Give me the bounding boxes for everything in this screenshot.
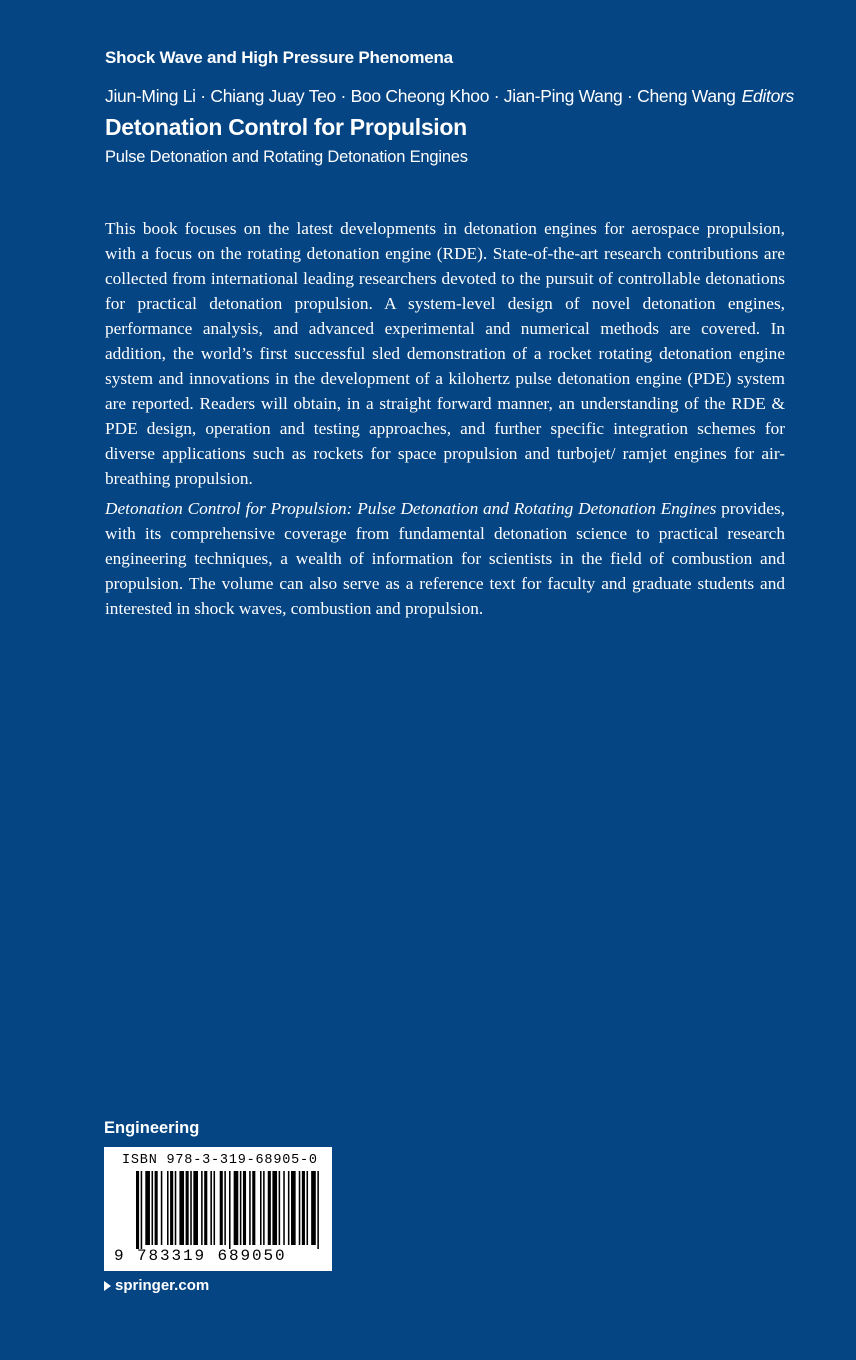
barcode-bar [161,1171,163,1245]
series-name: Shock Wave and High Pressure Phenomena [105,48,453,67]
barcode-bar [220,1171,223,1245]
authors-line [105,86,794,107]
barcode-bar [175,1171,177,1245]
isbn-barcode [104,1147,332,1271]
barcode-bar [272,1171,277,1245]
barcode-bar [214,1171,216,1245]
barcode-bar [229,1171,231,1249]
barcode-bar [152,1171,154,1245]
description-book-title: Detonation Control for Propulsion: Pulse Detonation and Rotating Detonation Engines [105,499,717,518]
website-link[interactable] [104,1277,209,1294]
description-paragraph-2 [105,496,785,621]
barcode-bar [260,1171,262,1245]
barcode-bar [302,1171,305,1245]
barcode-bar [141,1171,143,1249]
barcode-bar [299,1171,301,1245]
barcode-bar [190,1171,192,1245]
barcode-bar [263,1171,265,1245]
barcode-bar [210,1171,212,1245]
editors-label: Editors [741,86,794,106]
barcode-bar [243,1171,246,1245]
barcode-bar [179,1171,184,1245]
description-text [105,216,785,626]
barcode-bar [268,1171,271,1245]
authors-names: Jiun-Ming Li · Chiang Juay Teo · Boo Cheong Khoo · Jian-Ping Wang · Cheng Wang [105,86,736,106]
barcode-bar [291,1171,296,1245]
barcode-bar [311,1171,316,1245]
isbn-text: ISBN 978-3-319-68905-0 [122,1153,318,1168]
barcode-bar [279,1171,281,1245]
barcode-bar [317,1171,319,1249]
barcode-bar [204,1171,207,1245]
barcode-bar [224,1171,226,1245]
book-title: Detonation Control for Propulsion [105,114,467,140]
subject-category: Engineering [104,1119,200,1137]
barcode-bar [155,1171,158,1245]
barcode-bar [201,1171,203,1245]
barcode-bar [170,1171,173,1245]
barcode-bar [193,1171,198,1245]
arrow-right-icon [104,1281,111,1291]
website-url: springer.com [115,1277,210,1294]
barcode-bar [186,1171,189,1245]
barcode-bar [249,1171,251,1245]
barcode-bar [167,1171,169,1245]
barcode-bar [252,1171,255,1245]
description-paragraph-1: This book focuses on the latest developments in detonation engines for aerospace propulsion, with a focus on the rotating detonation engine (RDE). State-of-the-art research contributions are collected from international leading researchers devoted to the pursuit of controllable detonations for practical detonation propulsion. A system-level design of novel detonation engines, performance analysis, and advanced experimental and numerical methods are covered. In addition, the world’s first successful sled demonstration of a rocket rotating detonation engine system and innovations in the development of a kilohertz pulse detonation engine (PDE) system are reported. Readers will obtain, in a straight forward manner, an understanding of the RDE & PDE design, operation and testing approaches, and further specific integration schemes for diverse applications such as rockets for space propulsion and turbojet/ ramjet engines for air-breathing propulsion. [105,219,785,488]
barcode-bar [240,1171,242,1245]
barcode-bar [136,1171,139,1249]
barcode-bar [283,1171,285,1245]
book-subtitle: Pulse Detonation and Rotating Detonation Engines [105,148,468,166]
barcode-bar [307,1171,309,1245]
barcode-digits: 9 783319 689050 [114,1247,287,1265]
barcode-bar [288,1171,290,1245]
barcode-bar [145,1171,150,1245]
barcode-bars [136,1171,326,1249]
description-paragraph-2-rest: provides, with its comprehensive coverage from fundamental detonation science to practical research engineering techniques, a wealth of information for scientists in the field of combustion and propulsion. The volume can also serve as a reference text for faculty and graduate students and interested in shock waves, combustion and propulsion. [105,499,785,618]
barcode-bar [234,1171,239,1245]
